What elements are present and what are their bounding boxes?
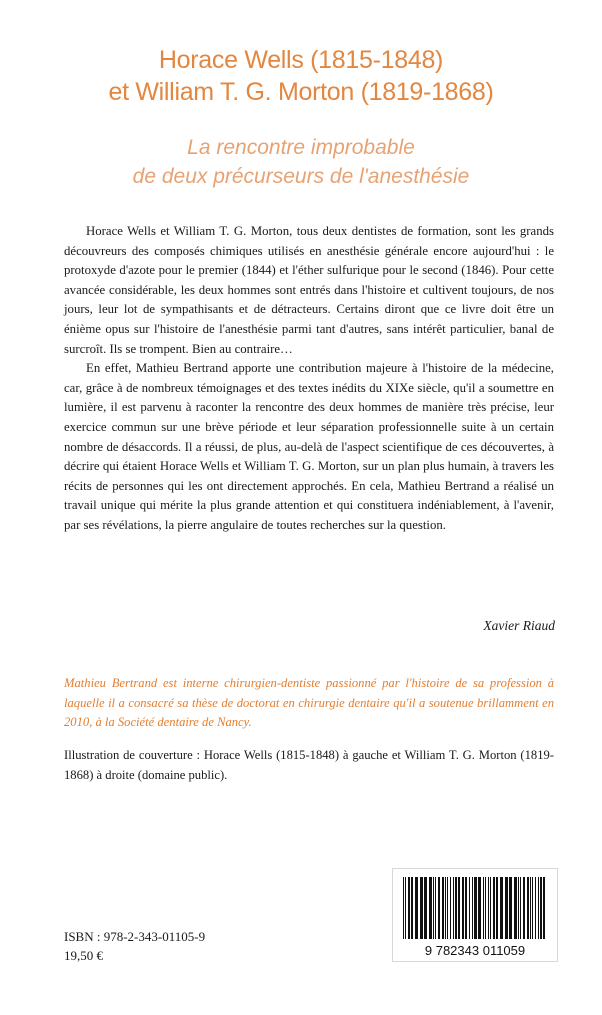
book-title	[40, 44, 562, 108]
barcode-bar	[485, 877, 486, 939]
barcode-bar	[465, 877, 467, 939]
barcode-bar	[530, 877, 531, 939]
barcode-graphic	[393, 869, 557, 961]
price-text: 19,50 €	[64, 948, 103, 963]
barcode-bar	[435, 877, 436, 939]
subtitle-line-2: de deux précurseurs de l'anesthésie	[132, 165, 470, 188]
book-subtitle	[40, 133, 562, 191]
barcode-bar	[453, 877, 454, 939]
barcode-bar	[509, 877, 512, 939]
title-line-2: et William T. G. Morton (1819-1868)	[108, 78, 494, 106]
barcode-bar	[462, 877, 464, 939]
barcode-bar	[455, 877, 457, 939]
barcode-bar	[469, 877, 470, 939]
barcode-bar	[532, 877, 533, 939]
barcode-bar	[518, 877, 519, 939]
barcode-bar	[411, 877, 413, 939]
barcode-bar	[445, 877, 446, 939]
barcode-bar	[505, 877, 508, 939]
blurb-signature: Xavier Riaud	[483, 618, 555, 633]
barcode-bar	[472, 877, 473, 939]
barcode-bar	[474, 877, 477, 939]
barcode-bar	[420, 877, 423, 939]
isbn-text: ISBN : 978-2-343-01105-9	[64, 929, 206, 944]
barcode-bar	[408, 877, 410, 939]
illustration-credit: Illustration de couverture : Horace Wells (1815-1848) à gauche et William T. G. Morton (1819-1868) à droite (domaine public).	[64, 748, 554, 782]
barcode-bar	[538, 877, 539, 939]
barcode-bar	[415, 877, 418, 939]
barcode-bar	[478, 877, 481, 939]
barcode-bar	[438, 877, 440, 939]
barcode-bar	[540, 877, 542, 939]
barcode-bar	[496, 877, 498, 939]
barcode-bar	[514, 877, 517, 939]
author-bio: Mathieu Bertrand est interne chirurgien-dentiste passionné par l'histoire de sa profession à laquelle il a consacré sa thèse de doctorat en chirurgie dentaire qu'il a soutenue brillamment en 2010, à la Société dentaire de Nancy.	[64, 676, 554, 730]
subtitle-line-1: La rencontre improbable	[187, 136, 415, 159]
barcode-bar	[520, 877, 521, 939]
barcode-bar	[483, 877, 484, 939]
barcode	[392, 868, 558, 962]
blurb-paragraph-2: En effet, Mathieu Bertrand apporte une contribution majeure à l'histoire de la médecine, car, grâce à de nombreux témoignages et des textes inédits du XIXe siècle, qu'il a soumettre en lumière, il est parvenu à raconter la rencontre des deux hommes de manière très précise, leur exercice commun sur une brève période et leur séparation professionnelle suite à un certain nombre de désaccords. Il a réussi, de plus, au-delà de l'aspect scientifique de ces découvertes, à décrire qui étaient Horace Wells et William T. G. Morton, sur un plan plus humain, à travers les récits de personnes qui les ont directement approchés. En cela, Mathieu Bertrand a réalisé un travail unique qui mérite la plus grande attention et qui constituera indéniablement, à l'avenir, par ses révélations, la pierre angulaire de toutes recherches sur la question.	[64, 361, 554, 532]
barcode-bar	[450, 877, 451, 939]
barcode-bar	[458, 877, 460, 939]
barcode-digits: 9 782343 011059	[424, 943, 526, 958]
barcode-bar	[429, 877, 432, 939]
title-line-1: Horace Wells (1815-1848)	[158, 46, 444, 74]
isbn-price-block	[64, 927, 205, 965]
barcode-bar	[490, 877, 491, 939]
barcode-bar	[405, 877, 406, 939]
barcode-bar	[500, 877, 503, 939]
barcode-bar	[433, 877, 434, 939]
barcode-bar	[424, 877, 427, 939]
barcode-bar	[493, 877, 495, 939]
barcode-bar	[535, 877, 536, 939]
barcode-bar	[523, 877, 525, 939]
barcode-bar	[447, 877, 448, 939]
barcode-bar	[543, 877, 545, 939]
barcode-bar	[403, 877, 404, 939]
barcode-bar	[527, 877, 529, 939]
back-cover-blurb	[64, 222, 554, 536]
blurb-paragraph-1: Horace Wells et William T. G. Morton, tous deux dentistes de formation, sont les grands découvreurs des composés chimiques utilisés en anesthésie générale encore aujourd'hui : le protoxyde d'azote pour le premier (1844) et l'éther sulfurique pour le second (1846). Pour cette avancée considérable, les deux hommes sont entrés dans l'histoire et cultivent toujours, de nos jours, leur lot de sympathisants et de détracteurs. Certains diront que ce livre doit être un énième opus sur l'histoire de l'anesthésie parmi tant d'autres, sans intérêt particulier, banal de surcroît. Ils se trompent. Bien au contraire…	[64, 224, 554, 356]
barcode-bar	[488, 877, 489, 939]
barcode-bar	[442, 877, 444, 939]
